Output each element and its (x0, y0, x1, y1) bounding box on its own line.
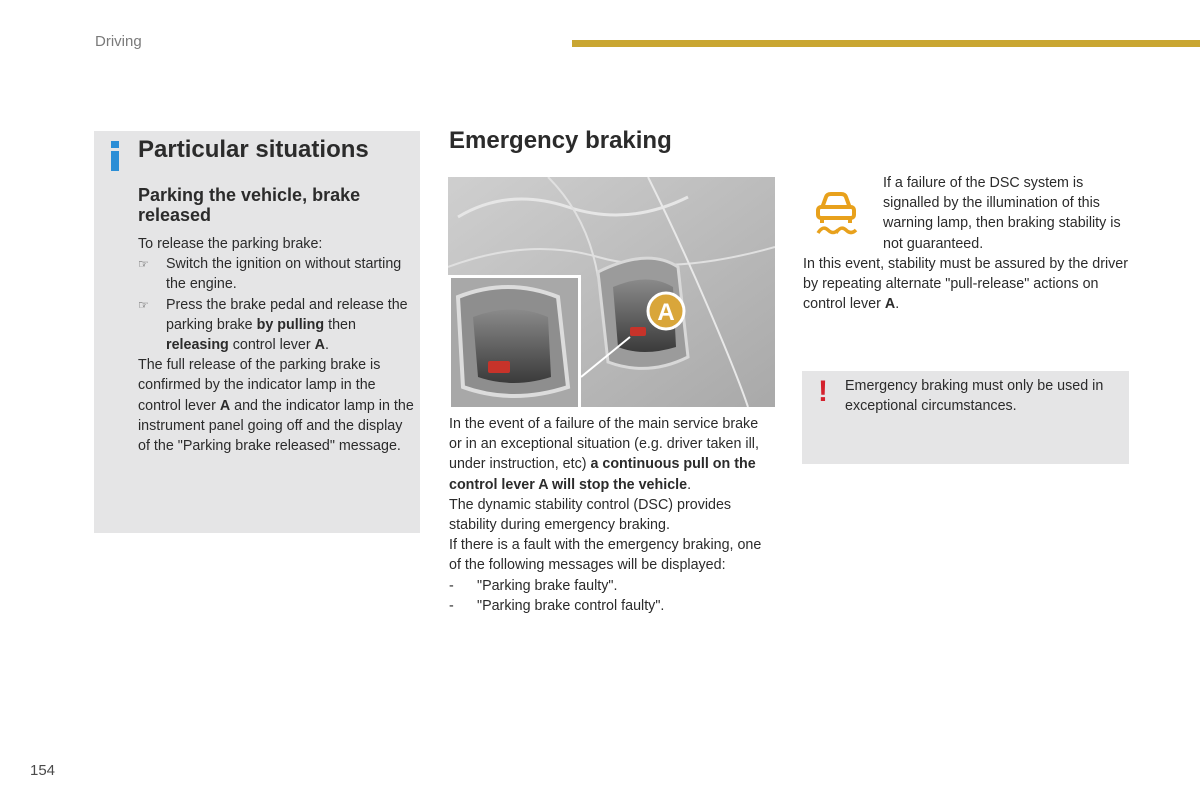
dsc-stability-text: In this event, stability must be assured by the driver by repeating alternate "pull-release" actions on control lever A. (803, 256, 1129, 313)
confirmation-paragraph: The full release of the parking brake is confirmed by the indicator lamp in the control lever A and the indicator lamp in the instrument panel going off and the display of the "Parking brake released" message. (138, 357, 414, 455)
emergency-braking-body (449, 414, 771, 616)
intro-text: To release the parking brake: (138, 236, 323, 252)
dsc-paragraph: The dynamic stability control (DSC) provides stability during emergency braking. (449, 496, 732, 534)
list-item: - "Parking brake control faulty". (449, 597, 665, 614)
fault-paragraph: If there is a fault with the emergency braking, one of the following messages will be displayed: (449, 537, 762, 574)
finger-pointer-icon: ☞ (138, 297, 149, 312)
warning-box (802, 371, 1129, 464)
callout-label-a: A (657, 299, 675, 326)
box-title: Particular situations (138, 136, 369, 163)
emergency-braking-title: Emergency braking (449, 127, 672, 154)
section-label: Driving (95, 33, 142, 50)
header-accent-bar (572, 40, 1200, 47)
list-item: - "Parking brake faulty". (449, 577, 618, 594)
box-subtitle: Parking the vehicle, brake released (138, 185, 361, 225)
list-item: ☞ Press the brake pedal and release the parking brake by pulling then releasing control lever A. (138, 295, 416, 356)
dsc-skid-car-icon (812, 188, 860, 236)
exclamation-icon: ! (818, 375, 828, 408)
warning-text: Emergency braking must only be used in exceptional circumstances. (845, 378, 1104, 415)
dsc-warning-text: If a failure of the DSC system is signalled by the illumination of this warning lamp, then braking stability is not guaranteed. (883, 175, 1121, 252)
list-item: ☞ Switch the ignition on without starting the engine. (138, 254, 416, 294)
page-number: 154 (30, 762, 56, 779)
info-i-icon (107, 141, 123, 171)
particular-situations-box (94, 131, 420, 533)
box-body (138, 234, 416, 456)
parking-brake-lever-photo (448, 177, 775, 407)
finger-pointer-icon: ☞ (138, 257, 149, 272)
failure-paragraph: In the event of a failure of the main service brake or in an exceptional situation (e.g. driver taken ill, under instruction, etc) a continuous pull on the control lever A will stop the vehicle. (449, 416, 759, 493)
